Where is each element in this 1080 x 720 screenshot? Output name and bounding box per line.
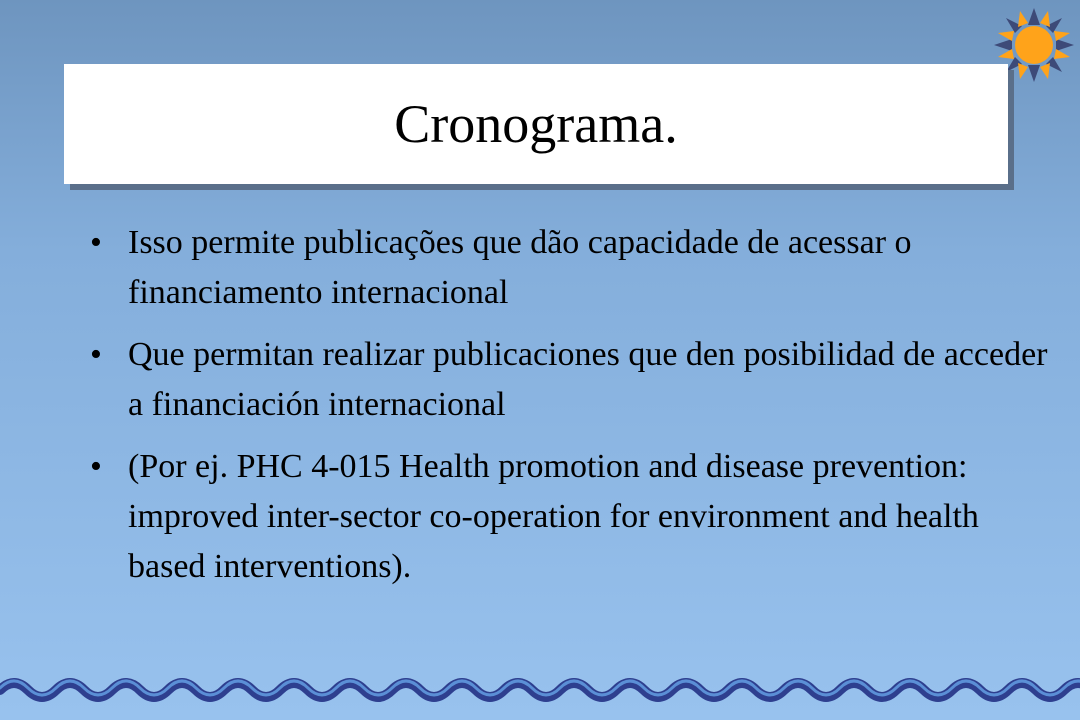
slide-title: Cronograma. (394, 94, 678, 154)
bullet-list (90, 218, 1050, 604)
title-box (64, 64, 1008, 184)
bullet-item (90, 218, 1050, 318)
bullet-text: (Por ej. PHC 4-015 Health promotion and disease prevention: improved inter-sector co-operation for environment and health based interventions). (128, 448, 979, 585)
bullet-marker: • (90, 448, 102, 485)
bullet-item (90, 330, 1050, 430)
bullet-item (90, 442, 1050, 592)
bullet-text: Isso permite publicações que dão capacidade de acessar o financiamento internacional (128, 224, 912, 311)
bullet-marker: • (90, 336, 102, 373)
bullet-text: Que permitan realizar publicaciones que den posibilidad de acceder a financiación internacional (128, 336, 1048, 423)
bullet-marker: • (90, 224, 102, 261)
wave-border (0, 668, 1080, 708)
